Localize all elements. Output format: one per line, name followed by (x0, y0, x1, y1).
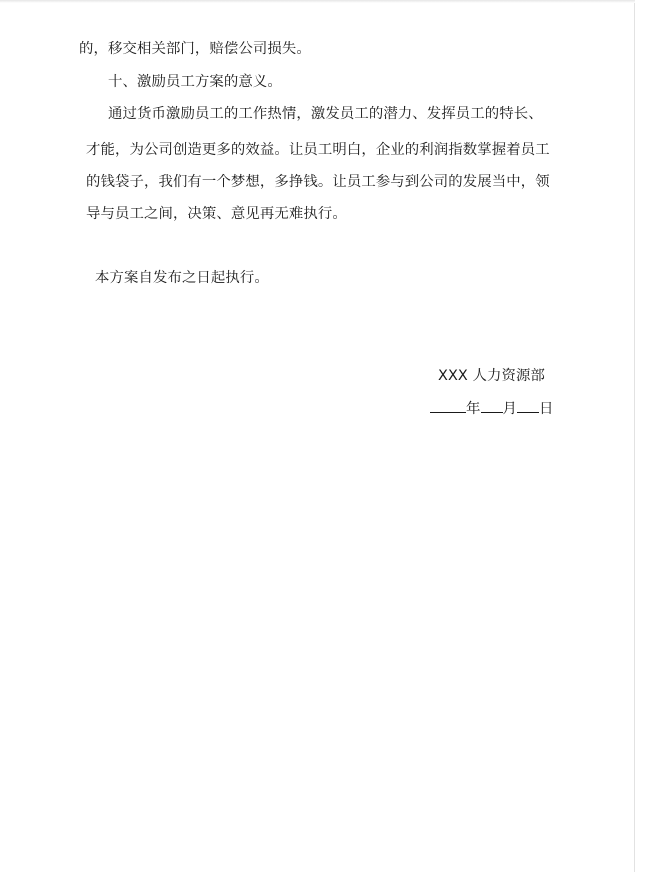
month-label: 月 (502, 401, 517, 417)
viewer-gutter (635, 0, 654, 872)
page-top-edge (0, 0, 636, 3)
year-label: 年 (466, 401, 481, 417)
section-heading: 十、激励员工方案的意义。 (108, 74, 282, 90)
body-text-line: 的钱袋子，我们有一个梦想，多挣钱。让员工参与到公司的发展当中，领 (86, 174, 550, 190)
body-text-line: 导与员工之间，决策、意见再无难执行。 (86, 206, 347, 222)
body-text-line: 的，移交相关部门，赔偿公司损失。 (79, 41, 311, 57)
body-text-line: 才能，为公司创造更多的效益。让员工明白，企业的利润指数掌握着员工 (86, 142, 550, 158)
effective-statement: 本方案自发布之日起执行。 (95, 270, 269, 286)
day-blank (517, 398, 539, 413)
day-label: 日 (539, 401, 554, 417)
body-text-line: 通过货币激励员工的工作热情，激发员工的潜力、发挥员工的特长、 (108, 106, 543, 122)
signature-department: XXX 人力资源部 (438, 368, 546, 384)
year-blank (430, 398, 466, 413)
month-blank (481, 398, 503, 413)
signature-date (430, 398, 554, 419)
